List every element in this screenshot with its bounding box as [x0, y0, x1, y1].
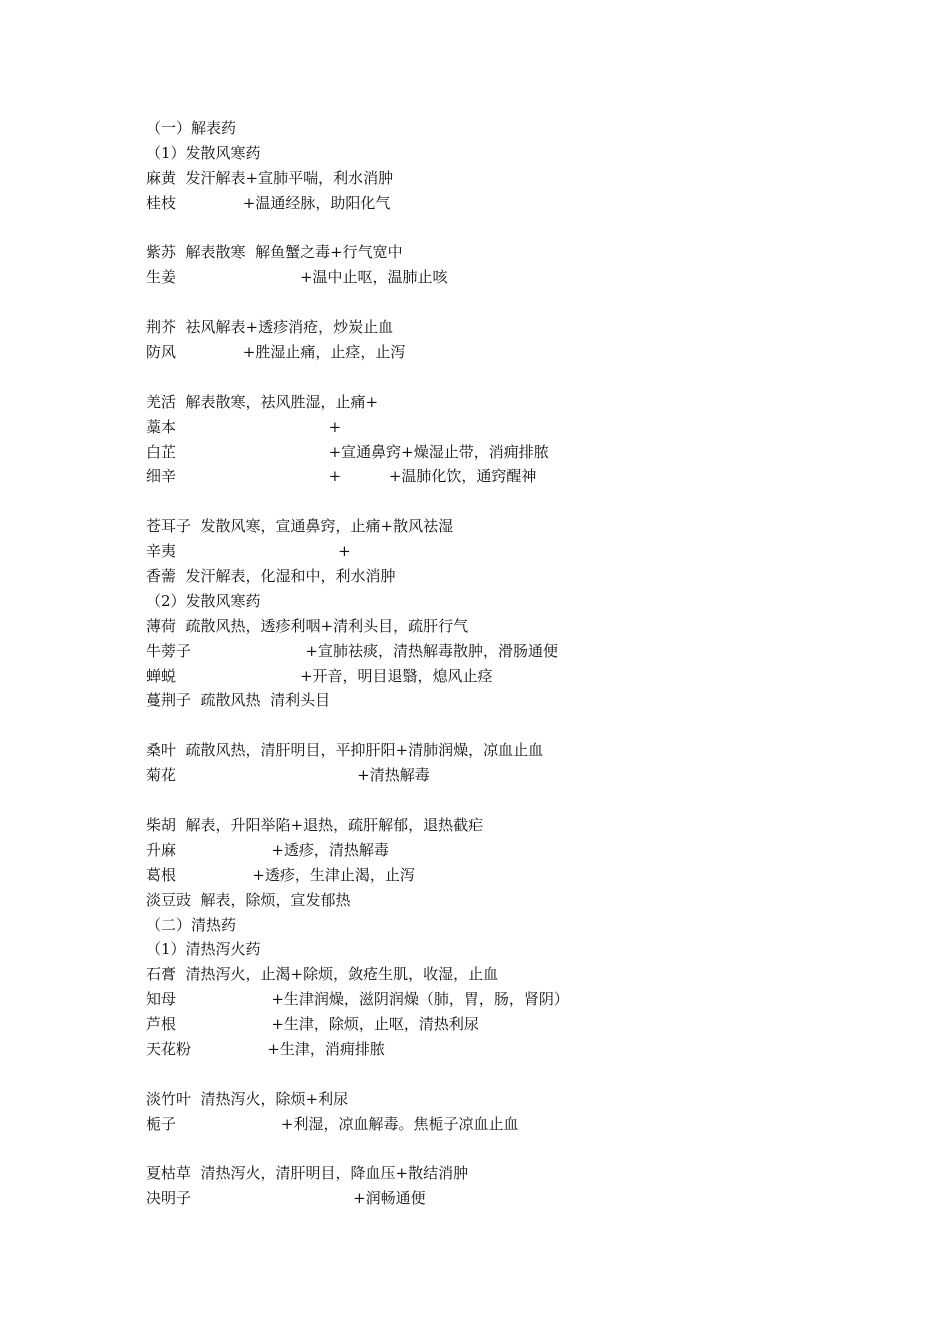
text-line: 天花粉 +生津，消痈排脓	[146, 1039, 385, 1058]
blank-line	[146, 290, 846, 315]
text-line: 柴胡 解表，升阳举陷+退热，疏肝解郁，退热截疟	[146, 815, 484, 834]
blank-line	[146, 788, 846, 813]
blank-line	[146, 489, 846, 514]
text-line: （一）解表药	[146, 119, 237, 137]
text-line: 牛蒡子 +宣肺祛痰，清热解毒散肿，滑肠通便	[146, 641, 559, 660]
text-line: 生姜 +温中止呕，温肺止咳	[146, 268, 448, 287]
text-line: 白芷 +宣通鼻窍+燥湿止带，消痈排脓	[146, 442, 549, 461]
text-line: 芦根 +生津，除烦，止呕，清热利尿	[146, 1015, 479, 1034]
blank-line	[146, 1062, 846, 1087]
blank-line	[146, 1137, 846, 1162]
text-line: 决明子 +润畅通便	[146, 1189, 426, 1208]
text-line: 桑叶 疏散风热，清肝明目，平抑肝阳+清肺润燥，凉血止血	[146, 741, 544, 760]
text-line: 辛夷 +	[146, 542, 351, 561]
blank-line	[146, 713, 846, 738]
text-line: 葛根 +透疹，生津止渴，止泻	[146, 865, 415, 884]
text-line: （1）清热泻火药	[146, 940, 261, 959]
text-line: （1）发散风寒药	[146, 143, 261, 162]
text-line: 桂枝 +温通经脉，助阳化气	[146, 193, 391, 212]
text-line: 苍耳子 发散风寒，宣通鼻窍，止痛+散风祛湿	[146, 517, 454, 536]
text-line: 菊花 +清热解毒	[146, 766, 430, 785]
text-line: 荆芥 祛风解表+透疹消疮，炒炭止血	[146, 318, 394, 337]
text-line: 升麻 +透疹，清热解毒	[146, 840, 389, 859]
text-line: 防风 +胜湿止痛，止痉，止泻	[146, 343, 406, 362]
text-line: （二）清热药	[146, 915, 237, 934]
text-line: 夏枯草 清热泻火，清肝明目，降血压+散结消肿	[146, 1164, 469, 1183]
text-line: 栀子 +利湿，凉血解毒。焦栀子凉血止血	[146, 1114, 519, 1133]
text-line: 蔓荆子 疏散风热 清利头目	[146, 691, 331, 710]
herb-notes-text	[146, 116, 846, 1211]
text-line: （2）发散风寒药	[146, 591, 261, 610]
text-line: 羌活 解表散寒，祛风胜湿，止痛+	[146, 392, 379, 411]
text-line: 淡竹叶 清热泻火，除烦+利尿	[146, 1089, 349, 1108]
text-line: 石膏 清热泻火，止渴+除烦，敛疮生肌，收湿，止血	[146, 965, 499, 984]
text-line: 麻黄 发汗解表+宣肺平喘，利水消肿	[146, 168, 394, 187]
text-line: 薄荷 疏散风热，透疹利咽+清利头目，疏肝行气	[146, 616, 469, 635]
text-line: 知母 +生津润燥，滋阴润燥（肺，胃，肠，肾阴）	[146, 990, 569, 1009]
text-line: 香薷 发汗解表，化湿和中，利水消肿	[146, 567, 396, 586]
text-line: 紫苏 解表散寒 解鱼蟹之毒+行气宽中	[146, 243, 403, 262]
text-line: 淡豆豉 解表，除烦，宣发郁热	[146, 890, 351, 909]
blank-line	[146, 365, 846, 390]
text-line: 藁本 +	[146, 417, 342, 436]
text-line: 蝉蜕 +开音，明目退翳，熄风止痉	[146, 666, 493, 685]
blank-line	[146, 216, 846, 241]
text-line: 细辛 + +温肺化饮，通窍醒神	[146, 467, 537, 486]
